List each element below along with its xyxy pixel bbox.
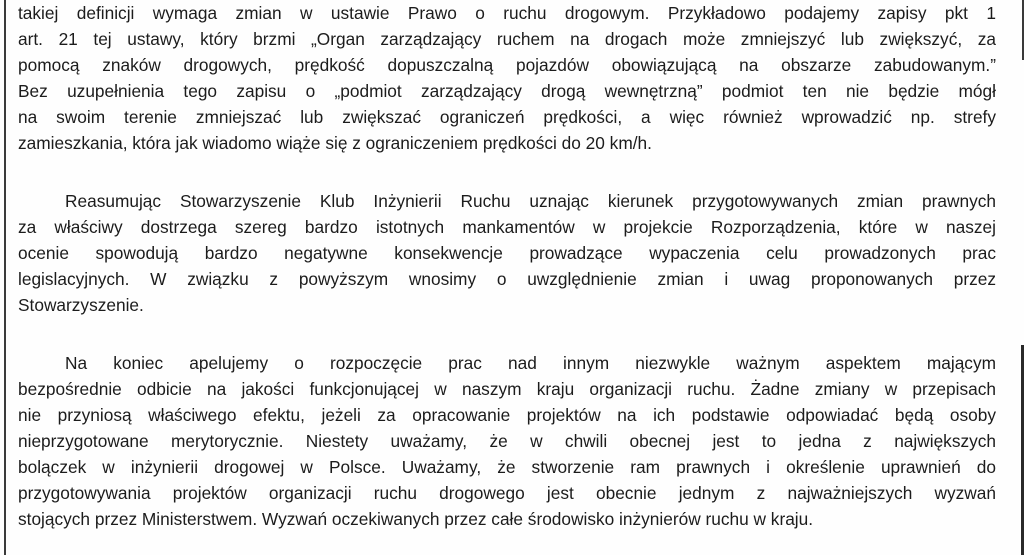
text-line: Bez uzupełnienia tego zapisu o „podmiot zarządzający drogą wewnętrzną” podmiot ten nie będzie mógł [18, 81, 996, 101]
paragraph-3 [18, 350, 996, 532]
paragraph-gap [18, 318, 996, 350]
text-line: zamieszkania, która jak wiadomo wiąże się z ograniczeniem prędkości do 20 km/h. [18, 133, 652, 153]
text-line: pomocą znaków drogowych, prędkość dopuszczalną pojazdów obowiązującą na obszarze zabudowanym.” [18, 55, 996, 75]
text-line: bolączek w inżynierii drogowej w Polsce. Uważamy, że stworzenie ram prawnych i określenie uprawnień do [18, 457, 996, 477]
text-line: Na koniec apelujemy o rozpoczęcie prac nad innym niezwykle ważnym aspektem mającym [65, 353, 996, 373]
text-line: przygotowywania projektów organizacji ruchu drogowego jest obecnie jednym z najważniejszych wyzwań [18, 483, 996, 503]
text-line: nieprzygotowane merytorycznie. Niestety uważamy, że w chwili obecnej jest to jedna z największych [18, 431, 996, 451]
text-line: takiej definicji wymaga zmian w ustawie Prawo o ruchu drogowym. Przykładowo podajemy zapisy pkt 1 [18, 3, 996, 23]
text-line: za właściwy dostrzega szereg bardzo istotnych mankamentów w projekcie Rozporządzenia, które w naszej [18, 217, 996, 237]
text-line: na swoim terenie zmniejszać lub zwiększać ograniczeń prędkości, a więc również wprowadzić np. strefy [18, 107, 996, 127]
text-line: stojących przez Ministerstwem. Wyzwań oczekiwanych przez całe środowisko inżynierów ruchu w kraju. [18, 509, 814, 529]
text-line: bezpośrednie odbicie na jakości funkcjonującej w naszym kraju organizacji ruchu. Żadne zmiany w przepisach [18, 379, 996, 399]
document-body [18, 0, 996, 532]
paragraph-2 [18, 188, 996, 318]
page-left-edge [4, 0, 6, 555]
text-line: Stowarzyszenie. [18, 295, 144, 315]
text-line: Reasumując Stowarzyszenie Klub Inżynierii Ruchu uznając kierunek przygotowywanych zmian prawnych [65, 191, 996, 211]
paragraph-gap [18, 156, 996, 188]
paragraph-1 [18, 0, 996, 156]
text-line: nie przyniosą właściwego efektu, jeżeli za opracowanie projektów na ich podstawie odpowiadać będą osoby [18, 405, 996, 425]
text-line: legislacyjnych. W związku z powyższym wnosimy o uwzględnienie zmian i uwag proponowanych przez [18, 269, 996, 289]
text-line: ocenie spowodują bardzo negatywne konsekwencje prowadzące wypaczenia celu prowadzonych prac [18, 243, 996, 263]
text-line: art. 21 tej ustawy, który brzmi „Organ zarządzający ruchem na drogach może zmniejszyć lub zwiększyć, za [18, 29, 996, 49]
